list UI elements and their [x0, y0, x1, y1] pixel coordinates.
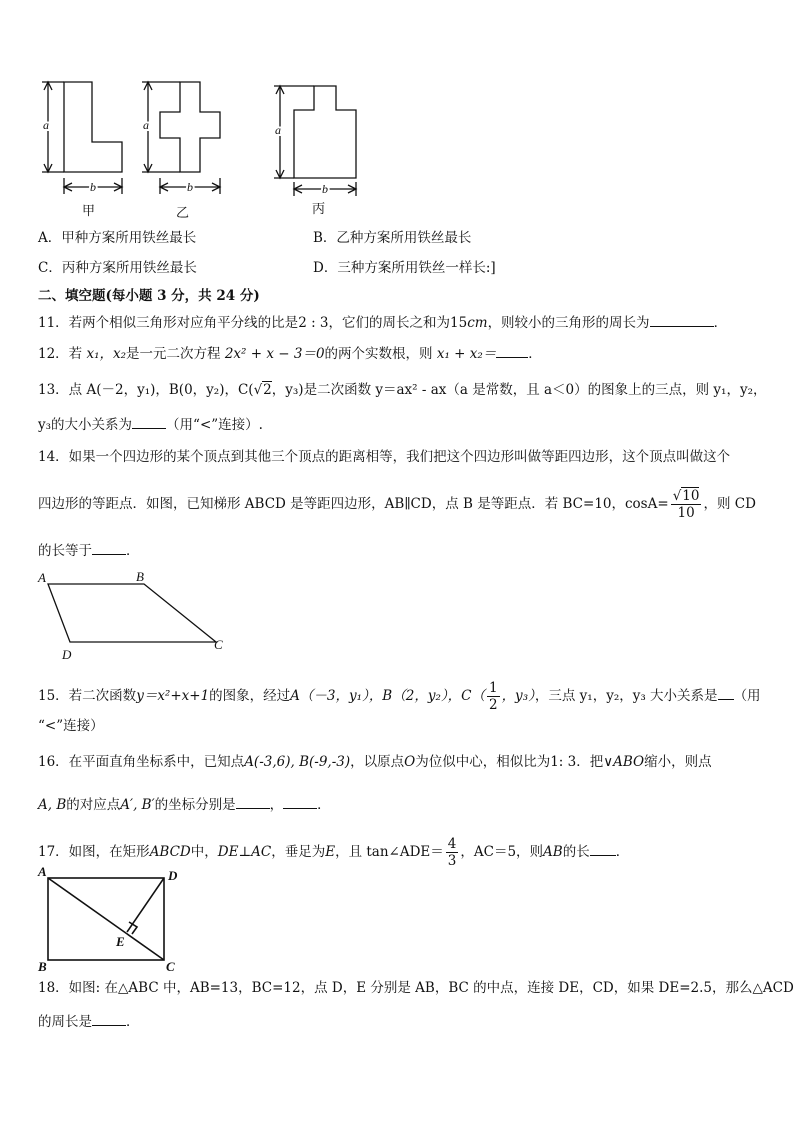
figure-label-jia: 甲	[82, 204, 96, 219]
rectangle-figure	[34, 864, 184, 974]
question-18-cont: 的周长是 ．	[38, 1011, 140, 1032]
svg-text:C: C	[166, 959, 175, 974]
svg-text:E: E	[116, 934, 125, 949]
svg-text:C: C	[214, 637, 223, 652]
svg-text:B: B	[38, 959, 47, 974]
svg-text:B: B	[136, 569, 144, 584]
question-12: 12．若 x₁，x₂是一元二次方程 2x² + x − 3＝0的两个实数根，则 x₁ + x₂＝ ．	[38, 343, 542, 364]
question-17: 17．如图，在矩形ABCD中，DE⊥AC，垂足为E，且 tan∠ADE＝ $\frac{4}{3}$ ，AC＝5，则AB的长 ．	[38, 836, 630, 869]
dim-a-label: a	[275, 123, 281, 137]
question-14-cont: 四边形的等距点．如图，已知梯形 ABCD 是等距四边形，AB∥CD，点 B 是等距点．若 BC=10，cosA= $\frac{√10}{10}$ ，则 CD	[38, 488, 756, 521]
answer-blank	[92, 1011, 126, 1026]
answer-blank	[496, 343, 528, 358]
dim-b-label: b	[187, 180, 193, 194]
svg-text:D: D	[62, 647, 72, 662]
answer-blank	[92, 540, 126, 555]
dim-a-label: a	[43, 118, 49, 132]
dim-b-label: b	[90, 180, 96, 194]
question-13-cont: y₃的大小关系为 （用“<”连接）.	[38, 414, 263, 435]
answer-blank	[718, 685, 734, 700]
question-18: 18．如图: 在△ABC 中，AB=13，BC=12，点 D，E 分别是 AB，BC 的中点，连接 DE，CD，如果 DE=2.5，那么△ACD	[38, 980, 794, 996]
answer-blank	[650, 312, 714, 327]
answer-blank	[132, 414, 166, 429]
question-15-cont: “<”连接）	[38, 718, 104, 734]
section-heading: 二、填空题(每小题 3 分，共 24 分)	[38, 288, 260, 304]
question-16: 16．在平面直角坐标系中，已知点A(-3,6), B(-9,-3)，以原点O为位似中心，相似比为1: 3．把∨ABO缩小，则点	[38, 754, 712, 770]
answer-blank	[236, 794, 270, 809]
svg-text:A: A	[38, 864, 47, 879]
option-b: B．乙种方案所用铁丝最长	[313, 230, 472, 246]
question-14: 14．如果一个四边形的某个顶点到其他三个顶点的距离相等，我们把这个四边形叫做等距四边形，这个顶点叫做这个	[38, 449, 731, 465]
figure-label-yi: 乙	[176, 206, 190, 221]
question-14-cont2: 的长等于 ．	[38, 540, 140, 561]
question-16-cont: A, B的对应点A′, B′的坐标分别是 ， ．	[38, 794, 331, 815]
answer-blank	[283, 794, 317, 809]
option-c: C．丙种方案所用铁丝最长	[38, 260, 197, 276]
question-13: 13．点 A(－2，y₁)，B(0，y₂)，C(√2，y₃)是二次函数 y＝ax² - ax（a 是常数，且 a＜0）的图象上的三点，则 y₁，y₂，	[38, 382, 767, 398]
figure-label-bing: 丙	[312, 202, 326, 217]
question-15: 15．若二次函数y＝x²+x+1的图象，经过A（－3，y₁），B（2，y₂），C（ $\frac{1}{2}$ ，y₃），三点 y₁，y₂，y₃ 大小关系是 （用	[38, 680, 761, 713]
dim-b-label: b	[322, 182, 328, 196]
trapezoid-figure	[36, 566, 228, 662]
question-11: 11．若两个相似三角形对应角平分线的比是2 : 3，它们的周长之和为15cm，则较小的三角形的周长为 ．	[38, 312, 727, 333]
svg-text:A: A	[38, 570, 46, 585]
answer-blank	[590, 841, 616, 856]
option-d: D．三种方案所用铁丝一样长:]	[313, 260, 496, 276]
svg-text:D: D	[168, 868, 178, 883]
dim-a-label: a	[143, 118, 149, 132]
option-a: A．甲种方案所用铁丝最长	[38, 230, 197, 246]
